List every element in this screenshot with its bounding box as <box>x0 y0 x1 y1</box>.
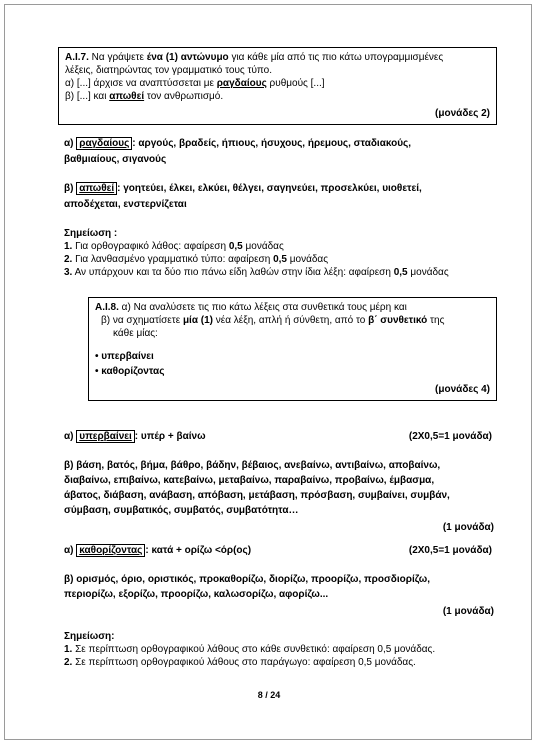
answer-ai8-a2 <box>64 544 492 557</box>
ans7a-text2: βαθμιαίους, σιγανούς <box>64 154 167 165</box>
page-number: 8 / 24 <box>257 690 281 700</box>
ans8b-b-line2: περιορίζω, εξορίζω, προορίζω, καλωσορίζω, αφορίζω... <box>64 589 329 600</box>
question-ai7-box <box>58 47 497 125</box>
question-ai8-bullet2: • καθορίζοντας <box>95 366 165 377</box>
question-ai7-b <box>65 90 490 103</box>
note2-line1 <box>64 643 504 656</box>
ans7b-text2: αποδέχεται, ενστερνίζεται <box>64 199 187 210</box>
question-ai8-box <box>88 297 497 401</box>
note2-title: Σημείωση: <box>64 631 115 642</box>
ans7b-prefix: β) <box>64 183 77 194</box>
q8b-bold: μία (1) <box>182 315 213 326</box>
answer-ai8-b1 <box>64 458 494 535</box>
question-ai8-bullet1: • υπερβαίνει <box>95 351 154 362</box>
note1-l1-num: 1. <box>64 241 73 252</box>
note2-line2 <box>64 656 504 669</box>
note1-l1-end: μονάδας <box>242 241 284 252</box>
q8b-c: της <box>427 315 445 326</box>
ans8a-text: : υπέρ + βαίνω <box>134 431 206 442</box>
q7a-suffix: ρυθμούς [...] <box>266 78 325 89</box>
note1-line1 <box>64 240 504 253</box>
note1-l1-text: Για ορθογραφικό λάθος: αφαίρεση <box>72 241 229 252</box>
note1-line2 <box>64 253 504 266</box>
question-ai7-line1 <box>65 51 490 64</box>
q8b-bold2: β΄ συνθετικό <box>368 315 428 326</box>
ans8a-prefix: α) <box>64 431 77 442</box>
note1-l2-end: μονάδας <box>286 254 329 265</box>
answer-ai7-a <box>64 137 496 166</box>
note1-l3-bold: 0,5 <box>393 267 408 278</box>
question-ai7-text: Να γράψετε <box>88 52 147 63</box>
answer-ai8-b2 <box>64 572 494 619</box>
note1 <box>64 227 504 279</box>
q7a-prefix: α) [...] άρχισε να αναπτύσσεται με <box>65 78 217 89</box>
q8b-a: β) να σχηματίσετε <box>101 315 183 326</box>
note1-l2-bold: 0,5 <box>273 254 287 265</box>
ans8b-prefix: α) <box>64 545 77 556</box>
ans7a-word: ραγδαίους <box>76 137 132 150</box>
answer-ai8-a1 <box>64 430 492 443</box>
ans8a-b-line2: διαβαίνω, επιβαίνω, κατεβαίνω, μεταβαίνω, παραβαίνω, προβαίνω, έμβασμα, <box>64 475 435 486</box>
q7a-word: ραγδαίους <box>216 78 267 89</box>
ans8b-b-line1: β) ορισμός, όριο, οριστικός, προκαθορίζω, διορίζω, προορίζω, προσδιορίζω, <box>64 574 430 585</box>
q8b-b: νέα λέξη, απλή ή σύνθετη, από το <box>212 315 369 326</box>
question-ai7-line2: λέξεις, διατηρώντας τον γραμματικό τους τύπο. <box>65 65 273 76</box>
question-ai8-b <box>95 314 490 327</box>
ans8b-text: : κατά + ορίζω <όρ(ος) <box>145 545 252 556</box>
q7b-prefix: β) [...] και <box>65 91 110 102</box>
ans8b-b-score: (1 μονάδα) <box>442 606 494 617</box>
note1-l1-bold: 0,5 <box>228 241 243 252</box>
ans8a-score: (2Χ0,5=1 μονάδα) <box>408 431 492 442</box>
question-ai7-id: Α.Ι.7. <box>65 52 89 63</box>
note1-line3 <box>64 266 504 279</box>
note1-l3-end: μονάδας <box>407 267 449 278</box>
question-ai7-text2: για κάθε μία από τις πιο κάτω υπογραμμισμένες <box>228 52 444 63</box>
question-ai8-a <box>95 301 490 314</box>
ans8b-word: καθορίζοντας <box>76 544 145 557</box>
note1-l3-num: 3. <box>64 267 73 278</box>
ans7a-text1: : αργούς, βραδείς, ήπιους, ήσυχους, ήρεμους, σταδιακούς, <box>132 138 411 149</box>
question-ai7-bold: ένα (1) αντώνυμο <box>146 52 229 63</box>
note1-l2-num: 2. <box>64 254 73 265</box>
ans7b-word: απωθεί <box>76 182 117 195</box>
answer-ai7-b <box>64 182 496 211</box>
q7b-word: απωθεί <box>109 91 145 102</box>
question-ai8-marks: (μονάδες 4) <box>435 384 490 395</box>
note2-l1-text: Σε περίπτωση ορθογραφικού λάθους στο κάθε συνθετικό: αφαίρεση 0,5 μονάδας. <box>72 644 436 655</box>
note2-l1-num: 1. <box>64 644 73 655</box>
note1-l2-text: Για λανθασμένο γραμματικό τύπο: αφαίρεση <box>72 254 274 265</box>
note2-l2-num: 2. <box>64 657 73 668</box>
ans8a-b-line1: β) βάση, βατός, βήμα, βάθρο, βάδην, βέβαιος, ανεβαίνω, αντιβαίνω, αποβαίνω, <box>64 460 441 471</box>
ans7b-text1: : γοητεύει, έλκει, ελκύει, θέλγει, σαγηνεύει, προσελκύει, υιοθετεί, <box>117 183 422 194</box>
ans8b-score: (2Χ0,5=1 μονάδα) <box>408 545 492 556</box>
note2-l2-text: Σε περίπτωση ορθογραφικού λάθους στο παράγωγο: αφαίρεση 0,5 μονάδας. <box>72 657 416 668</box>
q7b-suffix: τον ανθρωπισμό. <box>144 91 224 102</box>
note1-title: Σημείωση : <box>64 228 118 239</box>
ans7a-prefix: α) <box>64 138 77 149</box>
ans8a-word: υπερβαίνει <box>76 430 135 443</box>
question-ai8-qa: α) Να αναλύσετε τις πιο κάτω λέξεις στα συνθετικά τους μέρη και <box>118 302 407 313</box>
ans8a-b-line3: άβατος, διάβαση, ανάβαση, απόβαση, μετάβαση, πρόσβαση, συμβαίνει, συμβάν, <box>64 490 450 501</box>
note2 <box>64 630 504 669</box>
question-ai8-id: Α.Ι.8. <box>95 302 119 313</box>
ans8a-b-score: (1 μονάδα) <box>442 522 494 533</box>
question-ai8-line2: κάθε μίας: <box>113 328 158 339</box>
question-ai7-a <box>65 77 490 90</box>
question-ai7-marks: (μονάδες 2) <box>435 108 490 119</box>
ans8a-b-line4: σύμβαση, συμβατικός, συμβατός, συμβατότητα… <box>64 505 299 516</box>
note1-l3-text: Αν υπάρχουν και τα δύο πιο πάνω είδη λαθών στην ίδια λέξη: αφαίρεση <box>72 267 394 278</box>
